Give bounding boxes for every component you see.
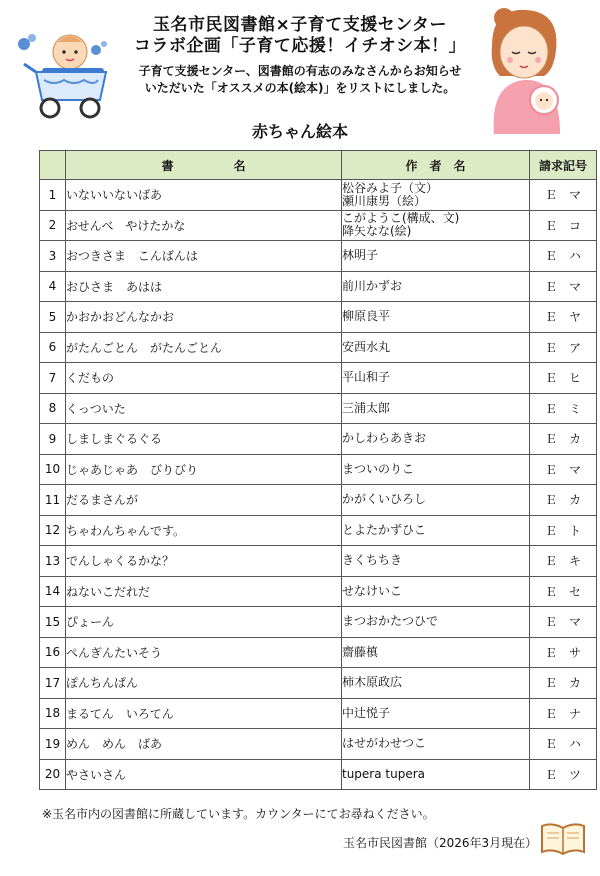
book-title: くだもの: [66, 363, 342, 394]
row-number: 20: [40, 759, 66, 790]
call-number: Ｅ マ: [530, 271, 597, 302]
intro-line-1: 子育て支援センター、図書館の有志のみなさんからお知らせ: [138, 64, 462, 78]
book-author: [342, 210, 530, 241]
book-title: だるまさんが: [66, 485, 342, 516]
author-line: きくちちき: [342, 553, 403, 568]
book-author: [342, 241, 530, 272]
author-line: 安西水丸: [342, 339, 391, 354]
book-author: [342, 515, 530, 546]
book-author: [342, 485, 530, 516]
book-author: [342, 424, 530, 455]
book-author: [342, 271, 530, 302]
table-row: [40, 454, 597, 485]
table-row: [40, 332, 597, 363]
author-line: tupera tupera: [342, 766, 426, 781]
table-header-row: [40, 151, 597, 180]
book-author: [342, 332, 530, 363]
table-row: [40, 241, 597, 272]
row-number: 15: [40, 607, 66, 638]
book-author: [342, 546, 530, 577]
table-row: [40, 485, 597, 516]
header-number: [40, 151, 66, 180]
book-title: くっついた: [66, 393, 342, 424]
call-number: Ｅ ア: [530, 332, 597, 363]
table-row: [40, 637, 597, 668]
book-author: [342, 698, 530, 729]
table-row: [40, 729, 597, 760]
book-author: [342, 180, 530, 211]
book-title: めん めん ばあ: [66, 729, 342, 760]
author-line: 瀬川康男（絵）: [342, 193, 427, 208]
book-title: ねないこだれだ: [66, 576, 342, 607]
book-title: ちゃわんちゃんです。: [66, 515, 342, 546]
author-line: かがくいひろし: [342, 492, 427, 507]
call-number: Ｅ ハ: [530, 241, 597, 272]
author-line: かしわらあきお: [342, 431, 427, 446]
table-row: [40, 515, 597, 546]
footnote: ※玉名市内の図書館に所蔵しています。カウンターにてお尋ねください。: [42, 807, 435, 821]
open-book-icon: [538, 818, 588, 858]
author-line: まついのりこ: [342, 461, 415, 476]
row-number: 5: [40, 302, 66, 333]
author-line: 齋藤槙: [342, 644, 379, 659]
header-author: 作 者 名: [342, 151, 530, 180]
book-title: おひさま あはは: [66, 271, 342, 302]
table-row: [40, 393, 597, 424]
call-number: Ｅ キ: [530, 546, 597, 577]
table-row: [40, 180, 597, 211]
call-number: Ｅ ヤ: [530, 302, 597, 333]
title-line-1: 玉名市民図書館×子育て支援センター: [152, 15, 448, 35]
call-number: Ｅ ヒ: [530, 363, 597, 394]
title-line-2: コラボ企画「子育て応援！イチオシ本！」: [133, 36, 467, 56]
author-line: はせがわせつこ: [342, 736, 427, 751]
book-title: でんしゃくるかな？: [66, 546, 342, 577]
book-author: [342, 302, 530, 333]
call-number: Ｅ マ: [530, 607, 597, 638]
row-number: 13: [40, 546, 66, 577]
book-title: かおかおどんなかお: [66, 302, 342, 333]
row-number: 11: [40, 485, 66, 516]
call-number: Ｅ カ: [530, 424, 597, 455]
header-title: 書 名: [66, 151, 342, 180]
call-number: Ｅ ハ: [530, 729, 597, 760]
row-number: 17: [40, 668, 66, 699]
table-row: [40, 698, 597, 729]
call-number: Ｅ カ: [530, 668, 597, 699]
row-number: 12: [40, 515, 66, 546]
author-line: 三浦太郎: [342, 400, 391, 415]
row-number: 4: [40, 271, 66, 302]
author-line: こがようこ(構成、文): [342, 211, 460, 226]
row-number: 9: [40, 424, 66, 455]
call-number: Ｅ ト: [530, 515, 597, 546]
call-number: Ｅ ミ: [530, 393, 597, 424]
row-number: 10: [40, 454, 66, 485]
book-author: [342, 576, 530, 607]
table-row: [40, 210, 597, 241]
call-number: Ｅ サ: [530, 637, 597, 668]
book-author: [342, 607, 530, 638]
author-line: 松谷みよ子（文）: [342, 180, 439, 195]
table-row: [40, 607, 597, 638]
intro-line-2: いただいた「オススメの本(絵本)」をリストにしました。: [144, 81, 456, 95]
author-line: 前川かずお: [342, 278, 403, 293]
row-number: 1: [40, 180, 66, 211]
book-title: しましまぐるぐる: [66, 424, 342, 455]
book-author: [342, 454, 530, 485]
book-title: まるてん いろてん: [66, 698, 342, 729]
book-title: いないいないばあ: [66, 180, 342, 211]
row-number: 16: [40, 637, 66, 668]
book-list-table: [39, 150, 597, 790]
row-number: 19: [40, 729, 66, 760]
call-number: Ｅ コ: [530, 210, 597, 241]
book-title: ぺんぎんたいそう: [66, 637, 342, 668]
author-line: 柿木原政広: [342, 675, 403, 690]
call-number: Ｅ カ: [530, 485, 597, 516]
table-row: [40, 759, 597, 790]
book-title: ぴょーん: [66, 607, 342, 638]
table-row: [40, 302, 597, 333]
book-title: がたんごとん がたんごとん: [66, 332, 342, 363]
author-line: 林明子: [342, 248, 379, 263]
table-row: [40, 271, 597, 302]
call-number: Ｅ マ: [530, 180, 597, 211]
book-author: [342, 759, 530, 790]
row-number: 6: [40, 332, 66, 363]
call-number: Ｅ マ: [530, 454, 597, 485]
book-title: やさいさん: [66, 759, 342, 790]
row-number: 8: [40, 393, 66, 424]
author-line: せなけいこ: [342, 583, 403, 598]
row-number: 7: [40, 363, 66, 394]
table-row: [40, 546, 597, 577]
row-number: 18: [40, 698, 66, 729]
book-title: おせんべ やけたかな: [66, 210, 342, 241]
table-row: [40, 576, 597, 607]
table-row: [40, 363, 597, 394]
book-author: [342, 393, 530, 424]
author-line: 平山和子: [342, 370, 391, 385]
row-number: 14: [40, 576, 66, 607]
author-line: まつおかたつひで: [342, 614, 439, 629]
header-call-number: 請求記号: [530, 151, 597, 180]
author-line: 柳原良平: [342, 309, 391, 324]
table-body: [40, 180, 597, 790]
book-author: [342, 637, 530, 668]
book-title: ぽんちんぱん: [66, 668, 342, 699]
call-number: Ｅ ツ: [530, 759, 597, 790]
call-number: Ｅ セ: [530, 576, 597, 607]
book-author: [342, 363, 530, 394]
author-line: 中辻悦子: [342, 705, 391, 720]
table-row: [40, 424, 597, 455]
call-number: Ｅ ナ: [530, 698, 597, 729]
table-row: [40, 668, 597, 699]
book-author: [342, 668, 530, 699]
book-title: おつきさま こんばんは: [66, 241, 342, 272]
row-number: 3: [40, 241, 66, 272]
book-author: [342, 729, 530, 760]
row-number: 2: [40, 210, 66, 241]
library-footer: 玉名市民図書館（2026年3月現在）: [343, 836, 538, 850]
book-title: じゃあじゃあ びりびり: [66, 454, 342, 485]
author-line: 降矢なな(絵): [342, 224, 412, 239]
author-line: とよたかずひこ: [342, 522, 427, 537]
section-heading: 赤ちゃん絵本: [251, 122, 348, 141]
